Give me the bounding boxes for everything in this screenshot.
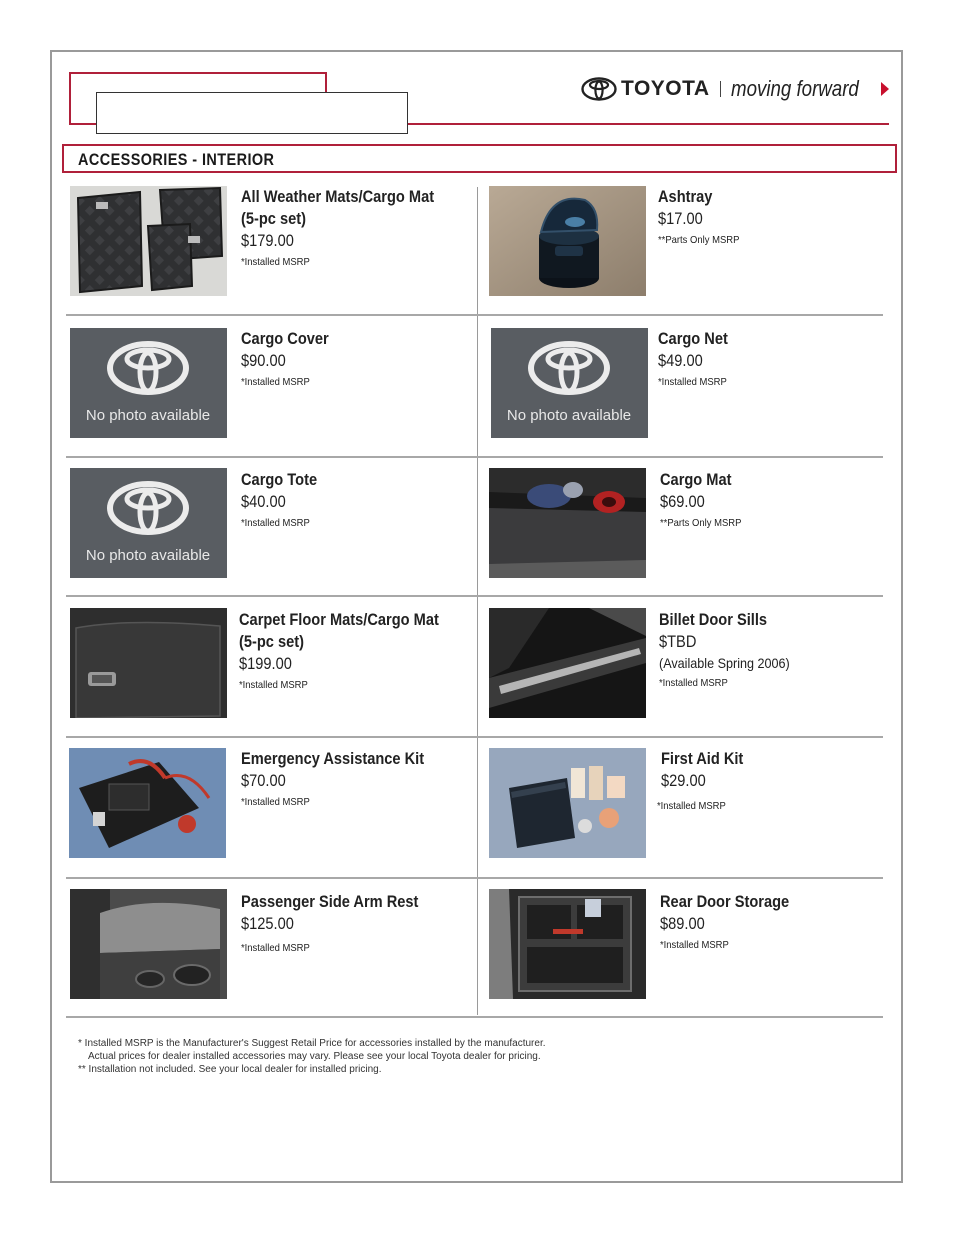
item-price-note: *Installed MSRP: [239, 679, 308, 691]
footnote-installed-msrp: * Installed MSRP is the Manufacturer's Suggest Retail Price for accessories installed by the manufacturer.: [78, 1038, 546, 1049]
first-aid-kit-photo: [489, 748, 646, 858]
carpet-floor-mats-photo: [70, 608, 227, 718]
emergency-kit-photo: [69, 748, 226, 858]
row-divider: [66, 1016, 883, 1018]
item-price-note: *Installed MSRP: [657, 800, 726, 812]
no-photo-label: No photo available: [85, 407, 211, 424]
section-header: [62, 144, 897, 173]
arm-rest-photo: [70, 889, 227, 999]
ashtray-photo: [489, 186, 646, 296]
item-price: $179.00: [241, 231, 294, 250]
item-price: $125.00: [241, 914, 294, 933]
item-price: $70.00: [241, 771, 286, 790]
item-name-line2: (5-pc set): [239, 632, 304, 651]
item-name: Cargo Net: [658, 329, 728, 348]
toyota-logo-icon: [581, 77, 617, 101]
item-name: Passenger Side Arm Rest: [241, 892, 419, 911]
item-name: Cargo Mat: [660, 470, 732, 489]
footnotes: [78, 1037, 546, 1076]
item-name: Cargo Cover: [241, 329, 329, 348]
item-price: $69.00: [660, 492, 705, 511]
row-divider: [66, 314, 883, 316]
brand-separator: [720, 81, 721, 97]
item-price: $29.00: [661, 771, 706, 790]
item-price-note: *Installed MSRP: [241, 376, 310, 388]
item-price: $17.00: [658, 209, 703, 228]
row-divider: [66, 877, 883, 879]
item-price: $49.00: [658, 351, 703, 370]
brand-tagline: moving forward: [730, 76, 859, 101]
billet-door-sills-photo: [489, 608, 646, 718]
toyota-wordmark: TOYOTA: [621, 77, 710, 100]
item-price-note: *Installed MSRP: [660, 939, 729, 951]
item-price-note: *Installed MSRP: [241, 256, 310, 268]
footnote-dealer-pricing: Actual prices for dealer installed accessories may vary. Please see your local Toyota dealer for pricing.: [88, 1051, 541, 1062]
title-box: [96, 92, 408, 134]
row-divider: [66, 736, 883, 738]
no-photo-label: No photo available: [506, 407, 632, 424]
item-price-note: *Installed MSRP: [241, 517, 310, 529]
item-name: First Aid Kit: [661, 749, 744, 768]
item-price-note: **Parts Only MSRP: [658, 234, 740, 246]
cargo-mat-photo: [489, 468, 646, 578]
footnote-parts-only: ** Installation not included. See your local dealer for installed pricing.: [78, 1064, 382, 1075]
rear-door-storage-photo: [489, 889, 646, 999]
column-divider: [477, 187, 478, 1015]
arrow-right-icon: [881, 82, 889, 96]
no-photo-placeholder: [491, 328, 648, 438]
section-title: ACCESSORIES - INTERIOR: [78, 150, 275, 169]
no-photo-placeholder: [70, 468, 227, 578]
row-divider: [66, 456, 883, 458]
item-name: Ashtray: [658, 187, 713, 206]
item-name-line2: (5-pc set): [241, 209, 306, 228]
item-name: Rear Door Storage: [660, 892, 790, 911]
item-price-note: *Installed MSRP: [241, 796, 310, 808]
item-price-note: *Installed MSRP: [659, 677, 728, 689]
item-name: Carpet Floor Mats/Cargo Mat: [239, 610, 439, 629]
item-availability: (Available Spring 2006): [659, 655, 790, 671]
all-weather-mats-photo: [70, 186, 227, 296]
item-name: Cargo Tote: [241, 470, 318, 489]
row-divider: [66, 595, 883, 597]
item-name: Billet Door Sills: [659, 610, 768, 629]
item-price: $TBD: [659, 632, 697, 651]
item-price-note: *Installed MSRP: [241, 942, 310, 954]
no-photo-placeholder: [70, 328, 227, 438]
item-price: $40.00: [241, 492, 286, 511]
no-photo-label: No photo available: [85, 547, 211, 564]
item-price-note: *Installed MSRP: [658, 376, 727, 388]
item-price-note: **Parts Only MSRP: [660, 517, 742, 529]
toyota-brand: [581, 74, 881, 104]
item-name: All Weather Mats/Cargo Mat: [241, 187, 435, 206]
item-name: Emergency Assistance Kit: [241, 749, 425, 768]
item-price: $199.00: [239, 654, 292, 673]
item-price: $89.00: [660, 914, 705, 933]
item-price: $90.00: [241, 351, 286, 370]
